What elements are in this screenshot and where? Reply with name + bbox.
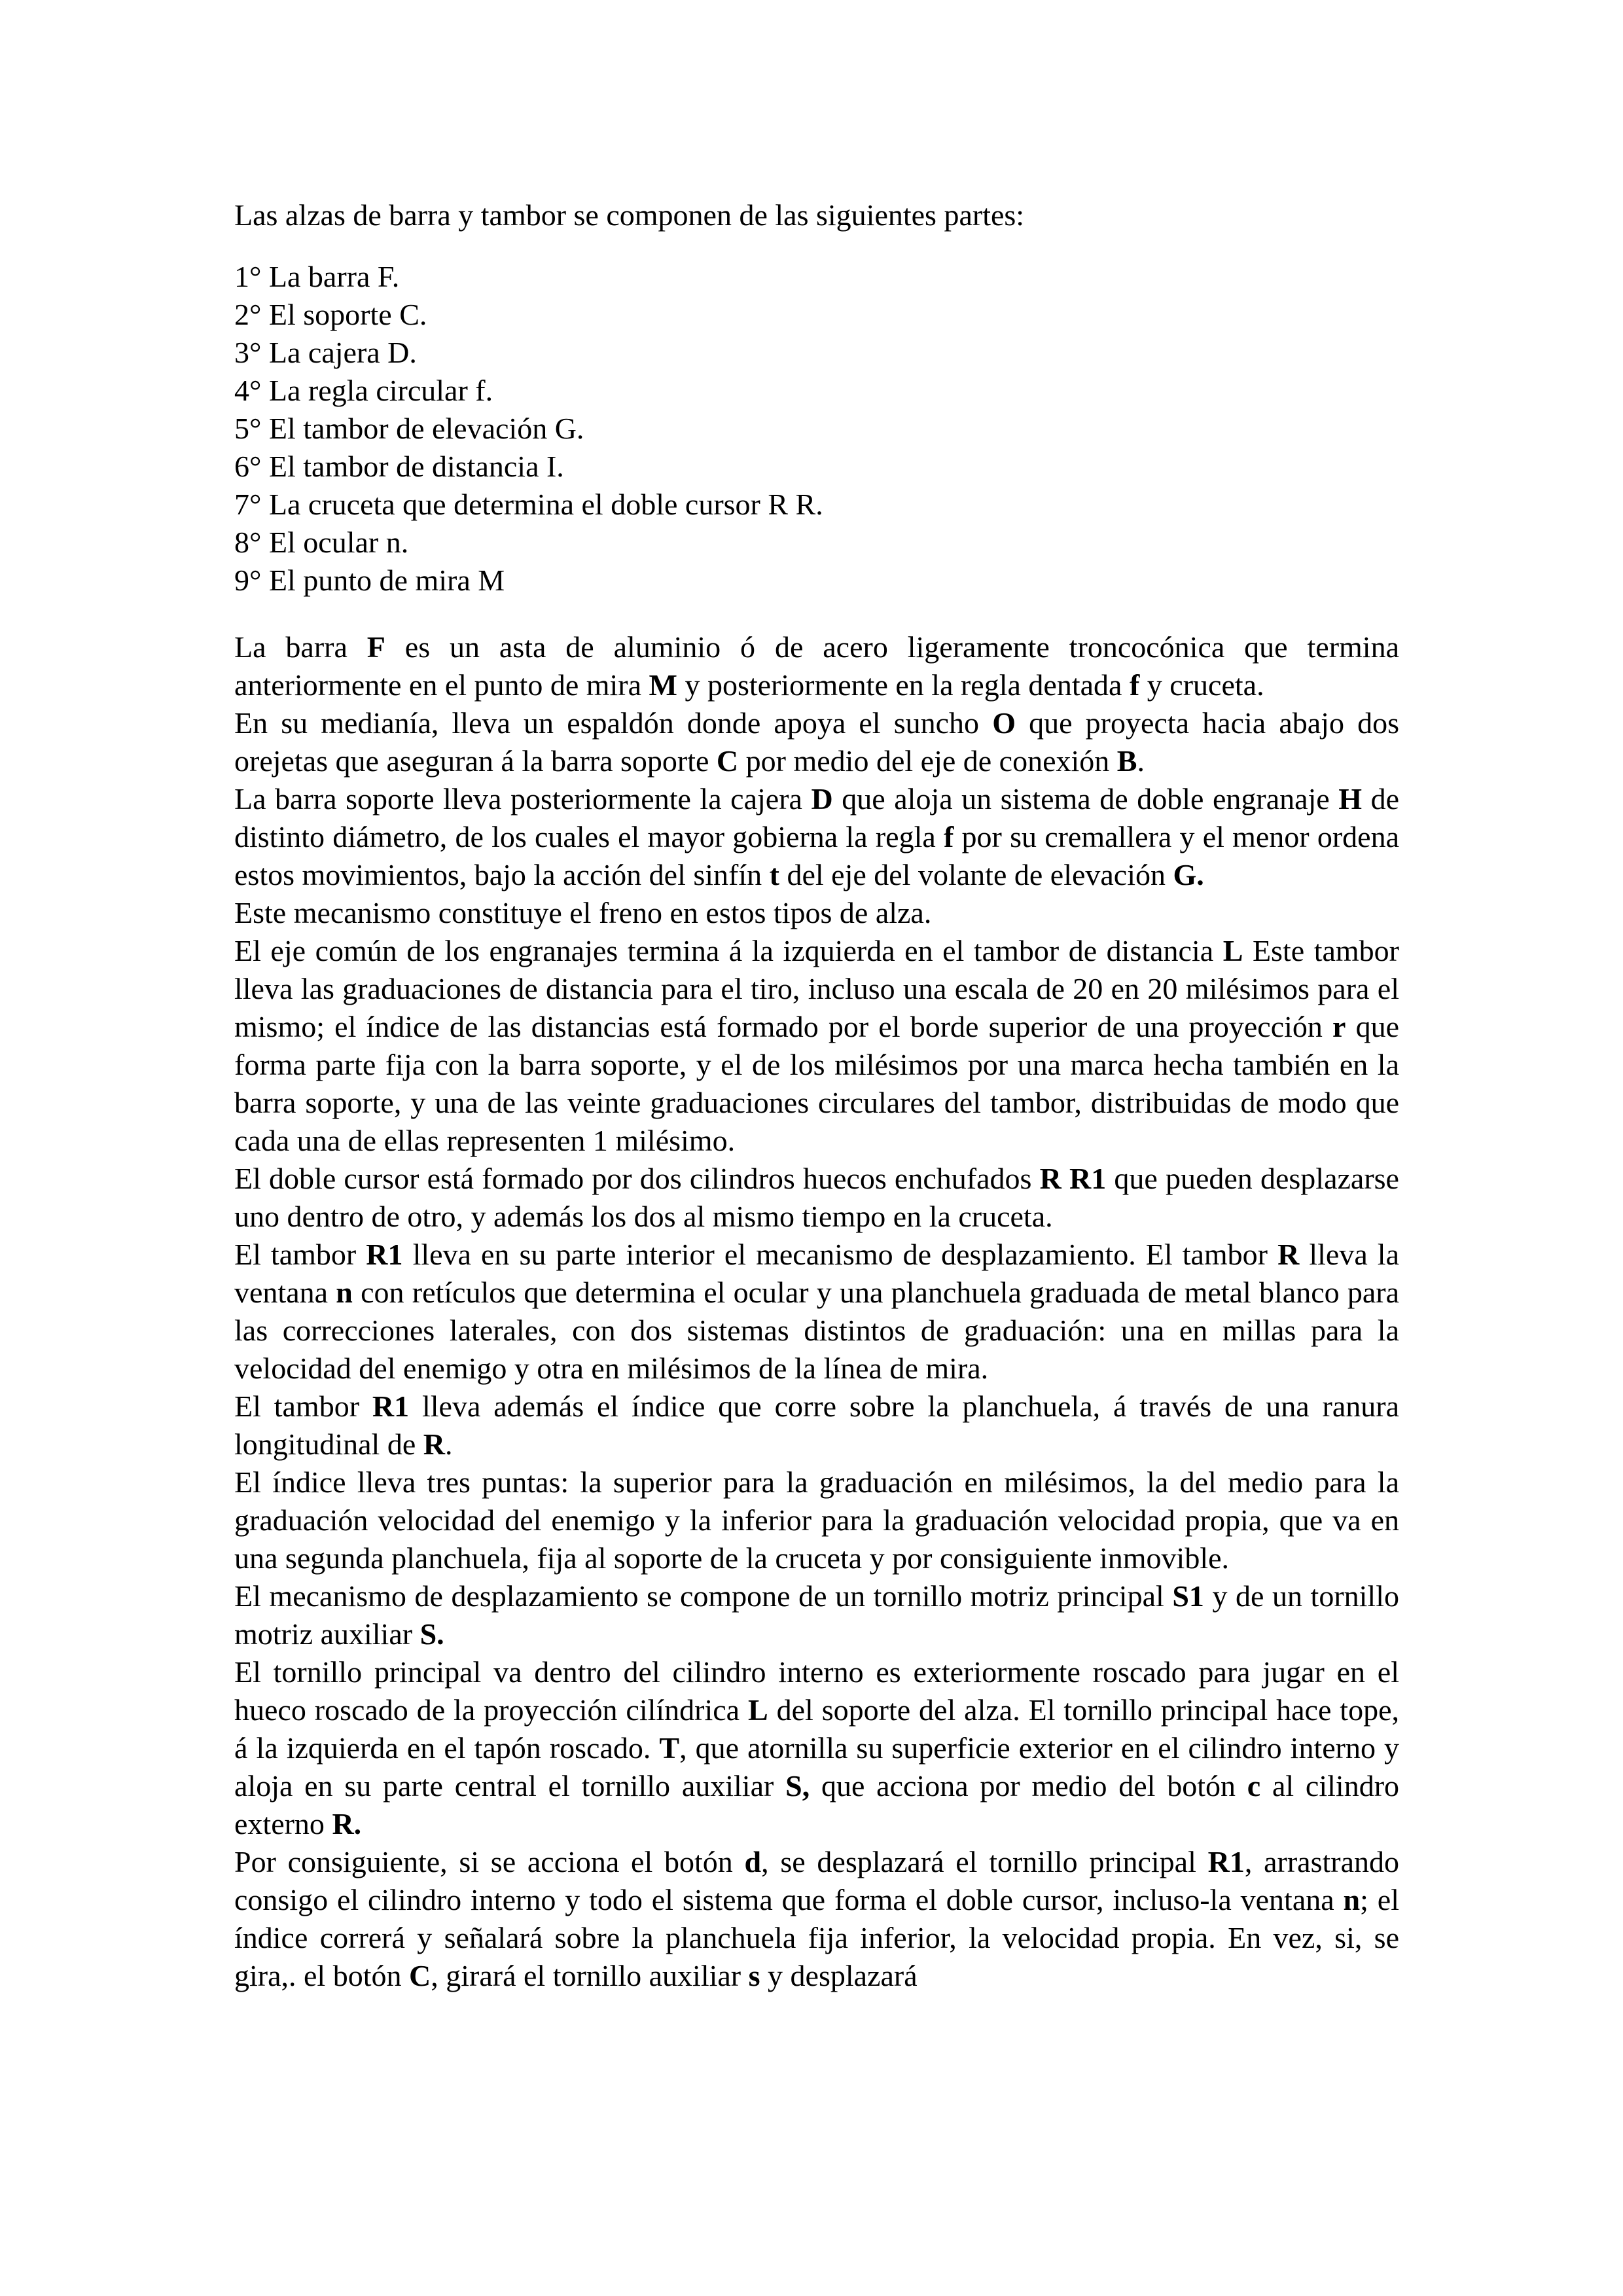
text-run: que proyecta hacia abajo dos orejetas que aseguran á la barra soporte <box>234 706 1399 778</box>
text-run: El eje común de los engranajes termina á la izquierda en el tambor de distancia <box>234 934 1223 967</box>
text-run: Este tambor lleva las graduaciones de distancia para el tiro, incluso una escala de 20 en 20 milésimos para el mismo; el índice de las distancias está formado por el borde superior de una proyección <box>234 934 1399 1043</box>
parts-list-item: 2° El soporte C. <box>234 298 427 331</box>
body-paragraph <box>234 1388 1399 1463</box>
bold-reference: c <box>1247 1769 1261 1803</box>
text-run: del soporte del alza. El tornillo principal hace tope, á la izquierda en el tapón roscado. <box>234 1693 1399 1765</box>
bold-reference: s <box>748 1959 760 1992</box>
body-paragraph <box>234 780 1399 894</box>
text-run: El índice lleva tres puntas: la superior para la graduación en milésimos, la del medio para la graduación velocidad del enemigo y la inferior para la graduación velocidad propia, que va en una segunda planchuela, fija al soporte de la cruceta y por consiguiente inmovible. <box>234 1465 1399 1575</box>
bold-reference: T <box>659 1731 680 1765</box>
text-run: al cilindro externo <box>234 1769 1400 1840</box>
text-run: , arrastrando consigo el cilindro interno y todo el sistema que forma el doble cursor, incluso-la ventana <box>234 1845 1399 1916</box>
bold-reference: L <box>748 1693 768 1727</box>
text-run: El mecanismo de desplazamiento se compone de un tornillo motriz principal <box>234 1579 1173 1613</box>
text-run: El tornillo principal va dentro del cilindro interno es exteriormente roscado para jugar en el hueco roscado de la proyección cilíndrica <box>234 1655 1399 1727</box>
body-paragraph <box>234 1160 1399 1236</box>
text-run: La barra <box>234 630 367 664</box>
body-paragraph <box>234 1577 1399 1653</box>
text-run: El tambor <box>234 1238 366 1271</box>
bold-reference: R <box>423 1427 445 1461</box>
body-paragraph <box>234 894 1399 932</box>
bold-reference: M <box>649 668 677 702</box>
text-run: Por consiguiente, si se acciona el botón <box>234 1845 745 1878</box>
text-run: que aloja un sistema de doble engranaje <box>832 782 1339 816</box>
bold-reference: F <box>366 630 385 664</box>
body-text <box>234 628 1399 1995</box>
intro-line: Las alzas de barra y tambor se componen de las siguientes partes: <box>234 198 1025 232</box>
text-run: lleva la ventana <box>234 1238 1399 1309</box>
text-run: , girará el tornillo auxiliar <box>431 1959 749 1992</box>
text-run: . <box>444 1427 453 1461</box>
bold-reference: S. <box>419 1617 444 1651</box>
text-run: , que atornilla su superficie exterior en el cilindro interno y aloja en su parte central el tornillo auxiliar <box>234 1731 1400 1803</box>
text-run: lleva además el índice que corre sobre la planchuela, á través de una ranura longitudinal de <box>234 1390 1399 1461</box>
text-run: y cruceta. <box>1139 668 1264 702</box>
parts-list-item: 3° La cajera D. <box>234 336 417 369</box>
page-content <box>234 196 1399 1995</box>
bold-reference: t <box>769 858 779 891</box>
text-run: En su medianía, lleva un espaldón donde apoya el suncho <box>234 706 993 740</box>
body-paragraph <box>234 1463 1399 1577</box>
bold-reference: C <box>409 1959 431 1992</box>
parts-list-item: 5° El tambor de elevación G. <box>234 412 584 445</box>
text-run: El tambor <box>234 1390 372 1423</box>
body-paragraph <box>234 1653 1399 1843</box>
parts-list <box>234 258 1399 600</box>
text-run: que forma parte fija con la barra soporte, y el de los milésimos por una marca hecha también en la barra soporte, y una de las veinte graduaciones circulares del tambor, distribuidas de modo que cada una de ellas representen 1 milésimo. <box>234 1010 1400 1157</box>
text-run: La barra soporte lleva posteriormente la cajera <box>234 782 812 816</box>
bold-reference: r <box>1332 1010 1346 1043</box>
text-run: y de un tornillo motriz auxiliar <box>234 1579 1399 1651</box>
body-paragraph <box>234 628 1399 704</box>
bold-reference: R1 <box>372 1390 410 1423</box>
bold-reference: R R1 <box>1039 1162 1107 1195</box>
text-run: lleva en su parte interior el mecanismo de desplazamiento. El tambor <box>402 1238 1278 1271</box>
text-run: que pueden desplazarse uno dentro de otro, y además los dos al mismo tiempo en la cruceta. <box>234 1162 1399 1233</box>
bold-reference: B <box>1116 744 1137 778</box>
bold-reference: S1 <box>1172 1579 1204 1613</box>
text-run: El doble cursor está formado por dos cilindros huecos enchufados <box>234 1162 1040 1195</box>
bold-reference: n <box>1343 1883 1361 1916</box>
bold-reference: d <box>744 1845 762 1878</box>
bold-reference: G. <box>1173 858 1204 891</box>
bold-reference: C <box>716 744 739 778</box>
bold-reference: D <box>811 782 833 816</box>
body-paragraph <box>234 704 1399 780</box>
text-run: Este mecanismo constituye el freno en estos tipos de alza. <box>234 896 932 929</box>
text-run: , se desplazará el tornillo principal <box>761 1845 1208 1878</box>
text-run: y desplazará <box>760 1959 918 1992</box>
bold-reference: f <box>944 820 954 853</box>
parts-list-item: 8° El ocular n. <box>234 526 409 559</box>
text-run: por medio del eje de conexión <box>738 744 1117 778</box>
text-run: y posteriormente en la regla dentada <box>677 668 1130 702</box>
text-run: . <box>1137 744 1145 778</box>
bold-reference: R. <box>332 1807 362 1840</box>
bold-reference: f <box>1129 668 1140 702</box>
parts-list-item: 9° El punto de mira M <box>234 564 505 597</box>
text-run: ; el índice correrá y señalará sobre la planchuela fija inferior, la velocidad propia. En vez, si, se gira,. el botón <box>234 1883 1399 1992</box>
text-run: con retículos que determina el ocular y una planchuela graduada de metal blanco para las correcciones laterales, con dos sistemas distintos de graduación: una en millas para la velocidad del enemigo y otra en milésimos de la línea de mira. <box>234 1276 1400 1385</box>
bold-reference: R1 <box>366 1238 403 1271</box>
text-run: del eje del volante de elevación <box>779 858 1173 891</box>
bold-reference: O <box>992 706 1016 740</box>
text-run: por su cremallera y el menor ordena estos movimientos, bajo la acción del sinfín <box>234 820 1399 891</box>
body-paragraph <box>234 932 1399 1160</box>
parts-list-item: 6° El tambor de distancia I. <box>234 450 564 483</box>
parts-list-item: 4° La regla circular f. <box>234 374 493 407</box>
body-paragraph <box>234 1843 1399 1995</box>
bold-reference: L <box>1222 934 1243 967</box>
parts-list-item: 7° La cruceta que determina el doble cursor R R. <box>234 488 823 521</box>
bold-reference: S, <box>785 1769 810 1803</box>
text-run: es un asta de aluminio ó de acero ligeramente troncocónica que termina anteriormente en el punto de mira <box>234 630 1399 702</box>
body-paragraph <box>234 1236 1399 1388</box>
bold-reference: R1 <box>1207 1845 1245 1878</box>
text-run: que acciona por medio del botón <box>810 1769 1247 1803</box>
bold-reference: R <box>1277 1238 1300 1271</box>
bold-reference: n <box>336 1276 353 1309</box>
bold-reference: H <box>1338 782 1363 816</box>
text-run: de distinto diámetro, de los cuales el mayor gobierna la regla <box>234 782 1400 853</box>
parts-list-item: 1° La barra F. <box>234 260 400 293</box>
